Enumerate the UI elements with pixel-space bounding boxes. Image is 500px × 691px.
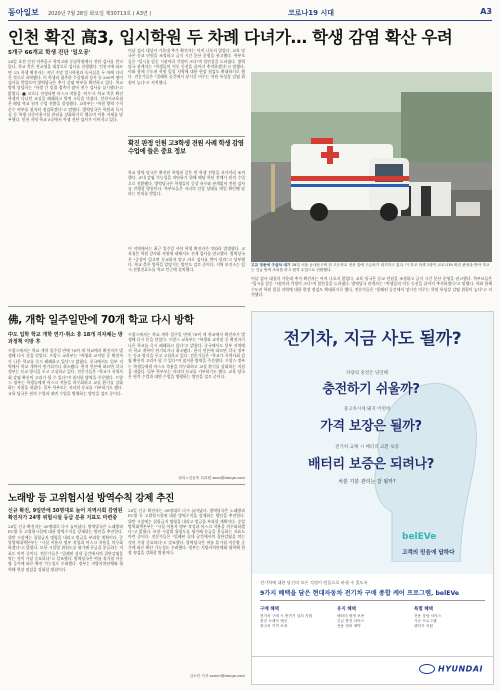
france-article-col-2	[128, 332, 245, 481]
divider	[8, 484, 245, 485]
caption-label: 고교 정문에 구급차 대기	[251, 263, 291, 267]
quarantine-body-continued: 28일 신규 확진자는 30명대로 다시 늘어났다. 방역당국은 노래방과 PC방 등 고위험시설에 대한 방역수칙을 강제하는 방안을 추진한다. 위반 시설에는 집합금지 명령을 내리고 벌금을 부과할 계획이다. 중앙방역대책본부는 "시설 이용자 명부 작성과 마스크 착용을 의무화하겠다"고 밝혔다. 또한 시설별 위험도를 평가해 등급을 분류하는 지표도 마련 중이다. 전문가들은 "밀폐된 실내 공간에서의 집단감염을 막는 것이 가장 중요하다"고 강조했다. 방역당국은 여름 휴가철 이동량 증가에 따른 확산 가능성도 우려했다. 정부는 지방자치단체와 협력해 현장 점검을 강화할 방침이다.	[128, 508, 245, 556]
section-title: 코로나19 시대	[288, 9, 334, 17]
hyundai-logo-icon	[419, 664, 435, 674]
ad-small-3: 전기차 교체 시 배터리 교환 보증	[335, 445, 399, 450]
france-article-title: 佛, 개학 일주일만에 70개 학교 다시 방학	[8, 314, 194, 326]
ad-question-battery: 배터리 보증은 되려나?	[307, 457, 434, 472]
benefit-item: 렌터카 지원	[414, 624, 433, 628]
benefit-item: 시승 프로그램	[414, 619, 437, 623]
divider	[8, 306, 245, 307]
quarantine-byline: 김소민 기자 somin@donga.com	[189, 674, 245, 678]
ad-copy: 9가지 혜택을 담은 현대자동차 전기차 구매 종합 케어 프로그램, belEVe	[260, 590, 460, 597]
newspaper-logo: 동아일보	[8, 8, 39, 17]
quarantine-article-col-1	[8, 508, 123, 664]
quarantine-body: 28일 신규 확진자는 30명대로 다시 늘어났다. 방역당국은 노래방과 PC방 등 고위험시설에 대한 방역수칙을 강제하는 방안을 추진한다. 위반 시설에는 집합금지 명령을 내리고 벌금을 부과할 계획이다. 중앙방역대책본부는 "시설 이용자 명부 작성과 마스크 착용을 의무화하겠다"고 밝혔다. 또한 시설별 위험도를 평가해 등급을 분류하는 지표도 마련 중이다. 전문가들은 "밀폐된 실내 공간에서의 집단감염을 막는 것이 가장 중요하다"고 강조했다. 방역당국은 여름 휴가철 이동량 증가에 따른 확산 가능성도 우려했다. 정부는 지방자치단체와 협력해 현장 점검을 강화할 방침이다.	[8, 524, 123, 572]
benefit-item: 전기차 구매 시 충전기 설치 지원	[260, 614, 313, 618]
ad-intro: 전기차에 대한 당신의 모든 걱정이 믿음으로 바뀔 수 있도록	[260, 580, 368, 585]
benefit-col-1-title: 구매 혜택	[260, 607, 279, 612]
mid-article-title: 확진 판정 인원 고3학생 전원 사례 학생 감염 수업에 들은 중요 정보	[128, 140, 244, 156]
benefit-item: 배터리 평생 보증	[337, 614, 365, 618]
ad-footer-divider	[252, 656, 493, 657]
ambulance-illustration	[251, 72, 492, 262]
caption-text: 28일 서울 동대문구의 한 고등학교 정문 앞에 구급차가 대기하고 있다. 이 학교 학생 1명이 코로나19 확진 판정을 받아 학교는 긴급 방역 조치를 하고 원격 수업으로 전환했다.	[251, 263, 490, 272]
quarantine-article-title: 노래방 등 고위험시설 방역수칙 강제 추진	[8, 493, 174, 504]
ad-benefit-col-2	[337, 606, 407, 629]
ad-divider	[260, 600, 485, 601]
ad-benefit-col-3	[414, 606, 484, 629]
photo-side-article: 이날 검사 대상자 가운데 추가 확진자는 아직 나오지 않았다. 교육 당국은 등교 인원을 조정하고 급식 시간 분산 운영을 권고했다. 학부모들은 "입시를 앞둔 시점이라 걱정이 크다"며 불안감을 드러냈다. 방역당국 관계자는 "학생들의 이동 동선을 끝까지 추적하겠다"고 말했다. 이와 함께 수도권 학원 밀집 지역에 대한 현장 점검도 확대하기로 했다. 전문가들은 "밀폐된 공간에서 장시간 머무는 학원 특성상 감염 위험이 높다"고 지적했다.	[251, 276, 492, 297]
quarantine-deck: 신규 확진, 9일만에 30명대로 늘어 지역사회 감염된 확진자가 24명 위험시설 등급 분류 지표도 마련중	[8, 508, 123, 521]
ad-small-2: 중고차시세 돼지 어떤데	[343, 407, 391, 412]
france-body-continued: 프랑스에서는 학교 개학 일주일 만에 70여 개 학교에서 확진자가 발생해 다시 문을 닫았다. 프랑스 교육부는 "학생과 교직원 중 확진자가 나온 학교를 즉시 폐쇄하고 있다"고 밝혔다. 중국에서도 일부 지역에서 학교 개학이 연기되거나 취소됐다. 현지 언론에 따르면 각국 정부는 등교 방식을 두고 고심하고 있다. 전문가들은 "학교가 지역사회 감염 확산의 고리가 될 수 있다"며 철저한 방역을 주문했다. 프랑스 정부는 학생들에게 마스크 착용을 의무화하고 교실 환기를 강화하는 지침을 내렸다. 일부 학부모는 자녀의 등교를 거부하기도 했다. 교육 당국은 원격 수업과 대면 수업을 병행하는 방안을 검토 중이다.	[128, 332, 245, 380]
ambulance-photo	[251, 72, 492, 262]
photo-caption	[251, 263, 492, 273]
france-deck: 中도 입학 학교 개학 연기·취소 휴 18개 지자체는 방과정책 이방 후	[8, 332, 123, 345]
lead-body: 28일 오전 인천 미추홀구 학익고와 동남학원에서 진단 검사를 받고 있다. 학교 측은 전교생을 대상으로 검사를 진행했다. 인천시에 따르면 고3 학생 확진자는 지난 주말 입시학원과 독서실을 두 차례 다녀간 것으로 파악됐다. 이 학생과 접촉한 수강생과 강사 등 200여 명이 검사를 받았으며 방역당국은 추가 감염 여부를 확인하고 있다. 학교 방역 담당자는 "학생 간 밀접 접촉이 많아 전수 검사를 실시했다"고 밝혔다. ■ 코로나 진정되면 마스크 착용을 '의무'로 학교 측은 확진 학생이 다니던 교실을 폐쇄하고 방역 소독을 마쳤다. 인천시교육청은 해당 학교 원격 수업 전환을 결정했다. 교육부는 "학원 방역 수칙 준수 여부를 철저히 점검하겠다"고 말했다. 방역당국은 학원과 독서실 등 학생 다중이용시설 관리를 강화하기로 했으며 이용 자제를 당부했다. 인천 지역 학교 5곳에서 학생 진단 검사가 이어지고 있다.	[8, 59, 123, 123]
mid-article-body: 학교 방역 당국은 확진된 학생과 같은 반 학생 전원을 자가격리 조치했다. 교내 감염 가능성을 차단하기 위해 해당 학년 전체가 원격 수업으로 전환됐다. 방역당국은 학생들의 증상 유무와 관계없이 전원 검사를 진행할 방침이다. 학부모들은 자녀의 건강 상태를 매일 확인해 달라는 안내를 받았다.	[128, 170, 245, 197]
lead-body-continued: 이날 검사 대상자 가운데 추가 확진자는 아직 나오지 않았다. 교육 당국은 등교 인원을 조정하고 급식 시간 분산 운영을 권고했다. 학부모들은 "입시를 앞둔 시점이라 걱정이 크다"며 불안감을 드러냈다. 방역당국 관계자는 "학생들의 이동 동선을 끝까지 추적하겠다"고 말했다. 이와 함께 수도권 학원 밀집 지역에 대한 현장 점검도 확대하기로 했다. 전문가들은 "밀폐된 공간에서 장시간 머무는 학원 특성상 감염 위험이 높다"고 지적했다.	[128, 48, 245, 85]
benefit-item: 전용 상담 서비스	[414, 614, 442, 618]
ad-brand-mark: belEVe	[402, 532, 437, 542]
ad-question-charging: 충전하기 쉬울까?	[322, 382, 420, 397]
france-body: 프랑스에서는 학교 개학 일주일 만에 70여 개 학교에서 확진자가 발생해 다시 문을 닫았다. 프랑스 교육부는 "학생과 교직원 중 확진자가 나온 학교를 즉시 폐쇄하고 있다"고 밝혔다. 중국에서도 일부 지역에서 학교 개학이 연기되거나 취소됐다. 현지 언론에 따르면 각국 정부는 등교 방식을 두고 고심하고 있다. 전문가들은 "학교가 지역사회 감염 확산의 고리가 될 수 있다"며 철저한 방역을 주문했다. 프랑스 정부는 학생들에게 마스크 착용을 의무화하고 교실 환기를 강화하는 지침을 내렸다. 일부 학부모는 자녀의 등교를 거부하기도 했다. 교육 당국은 원격 수업과 대면 수업을 병행하는 방안을 검토 중이다.	[8, 348, 123, 396]
lead-deck: 5개구 66개교 학생 진단 '일오공'	[8, 50, 91, 56]
benefit-item: 긴급 충전 서비스	[337, 619, 365, 623]
hyundai-logo	[419, 664, 483, 674]
hyundai-advertisement	[251, 311, 494, 685]
page-number: A3	[480, 7, 492, 16]
quarantine-article-col-2	[128, 508, 245, 679]
france-article-col-1	[8, 332, 123, 478]
benefit-col-2-title: 유지 혜택	[337, 607, 356, 612]
lead-article-col-1	[8, 48, 123, 301]
masthead	[8, 6, 492, 21]
ad-headline: 전기차, 지금 사도 될까?	[283, 329, 462, 349]
benefit-item: 전용 정비 예약	[337, 624, 361, 628]
france-byline: 파리=김윤종 특파원 zozo@donga.com	[178, 476, 245, 480]
ad-benefit-col-1	[260, 606, 330, 629]
ad-small-1: 차량의 충전은 당연해	[346, 371, 388, 376]
hyundai-wordmark: HYUNDAI	[438, 664, 483, 674]
benefit-col-3-title: 특별 혜택	[414, 607, 433, 612]
lead-article-col-2	[128, 48, 245, 273]
mid-article-body-continued: 이 지역에서는 최근 일주일 사이 학생 확진자가 잇따라 발생했다. 교육청은 학원 강사와 직원에 대해서도 선제 검사를 권고했다. 방역당국은 "증상이 있으면 등교하지 말고 바로 검사를 받아 달라"고 당부했다. 학교 측은 방학을 앞당기는 방안도 검토 중이다. 지역 보건소는 임시 선별진료소를 학교 인근에 설치했다.	[128, 246, 245, 273]
issue-date: 2020년 7월 28일 화요일 제30713호 ( A3면 )	[48, 11, 152, 17]
divider	[128, 136, 245, 137]
benefit-item: 중고차 가격 보장	[260, 624, 288, 628]
benefit-item: 충전 크레딧 제공	[260, 619, 288, 623]
ad-question-price: 가격 보장은 될까?	[320, 419, 422, 434]
ad-tagline: 차분 기분 관리는 잘 될까?	[338, 479, 396, 485]
ad-brand-sub: 고객의 믿음에 답하다	[402, 550, 455, 556]
page-headline: 인천 확진 高3, 입시학원 두 차례 다녀가… 학생 감염 확산 우려	[8, 28, 453, 47]
